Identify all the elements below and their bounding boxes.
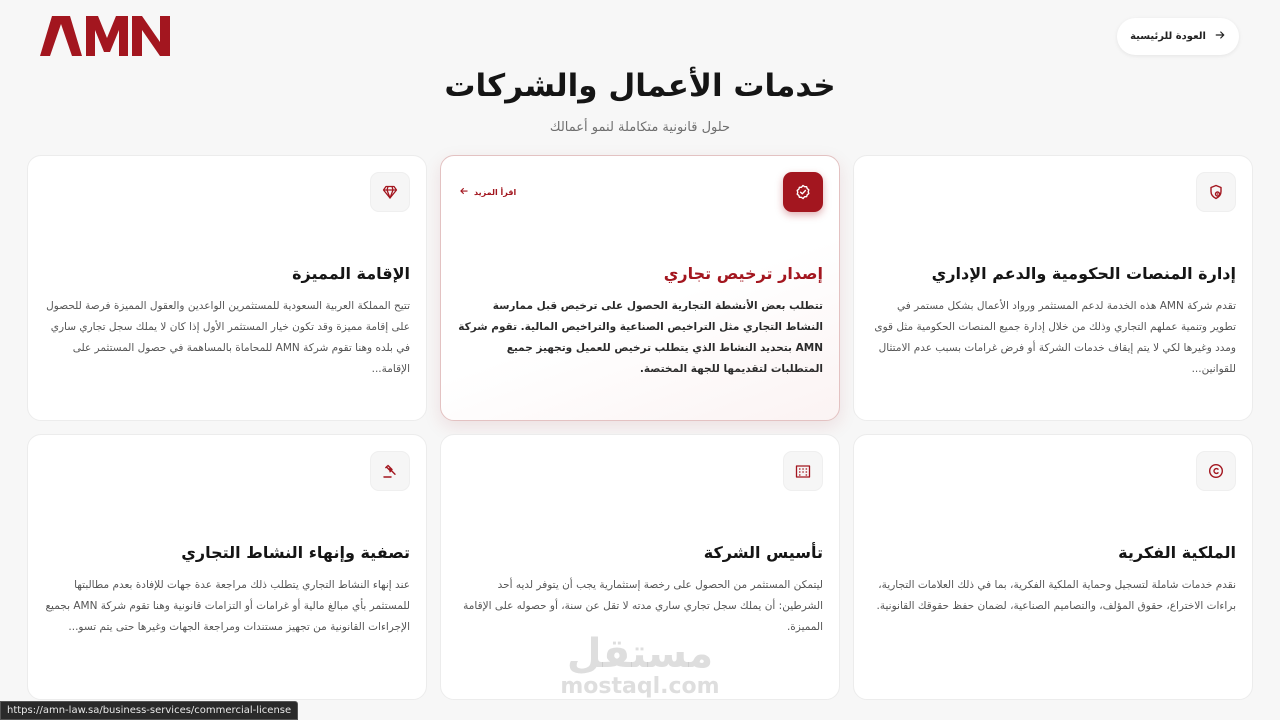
shield-icon	[1196, 172, 1236, 212]
card-title: تصفية وإنهاء النشاط التجاري	[181, 543, 410, 562]
service-card-liquidation[interactable]	[27, 434, 427, 700]
diamond-icon	[370, 172, 410, 212]
watermark-latin: mostaql.com	[560, 674, 720, 699]
arrow-right-icon	[1214, 29, 1226, 44]
read-more-link[interactable]	[459, 186, 516, 198]
logo-mark	[40, 16, 170, 56]
card-description: تتيح المملكة العربية السعودية للمستثمرين الواعدين والعقول المميزة فرصة للحصول على إقامة مميزة وقد تكون خيار المستثمر الأول إذا كان لا يملك سجل تجاري ساري في بلده وهنا تقوم شركة AMN للمحاماة بالمساهمة في حصول المستثمر على الإقامة...	[46, 300, 410, 375]
card-description: ليتمكن المستثمر من الحصول على رخصة إستثمارية يجب أن يتوفر لديه أحد الشرطين: أن يملك سجل تجاري ساري مدته لا تقل عن سنة، أو حصوله على الإقامة المميزة.	[463, 579, 823, 633]
copyright-icon	[1196, 451, 1236, 491]
card-description: تقدم شركة AMN هذه الخدمة لدعم المستثمر ورواد الأعمال بشكل مستمر في تطوير وتنمية عملهم التجاري وذلك من خلال إدارة جميع المنصات الحكومية مثل قوى ومدد وغيرها لكي لا يتم إيقاف خدمات الشركة أو فرض غرامات بسبب عدم الامتثال للقوانين...	[874, 300, 1236, 375]
card-title: إصدار ترخيص تجاري	[663, 264, 823, 283]
mostaql-watermark	[560, 632, 720, 698]
card-title: تأسيس الشركة	[703, 543, 823, 562]
service-card-premium-residency[interactable]	[27, 155, 427, 421]
card-title: الملكية الفكرية	[1118, 543, 1236, 562]
amn-logo[interactable]	[40, 16, 170, 56]
service-card-gov-platforms[interactable]	[853, 155, 1253, 421]
card-title: إدارة المنصات الحكومية والدعم الإداري	[931, 264, 1236, 283]
status-bar-url: https://amn-law.sa/business-services/commercial-license	[0, 701, 298, 720]
watermark-arabic: مستقل	[566, 631, 714, 677]
service-card-intellectual-property[interactable]	[853, 434, 1253, 700]
page-subtitle: حلول قانونية متكاملة لنمو أعمالك	[549, 120, 731, 135]
badge-check-icon	[783, 172, 823, 212]
read-more-label: اقرأ المزيد	[474, 187, 517, 197]
building-icon	[783, 451, 823, 491]
card-description: تتطلب بعض الأنشطة التجارية الحصول على ترخيص قبل ممارسة النشاط التجاري مثل التراخيص الصناعية والتراخيص المالية. تقوم شركة AMN بتحديد النشاط الذي يتطلب ترخيص للعميل وتجهيز جميع المتطلبات لتقديمها للجهة المختصة.	[458, 300, 823, 375]
card-title: الإقامة المميزة	[292, 264, 410, 283]
card-description: عند إنهاء النشاط التجاري يتطلب ذلك مراجعة عدة جهات للإفادة بعدم مطالبتها للمستثمر بأي مبالغ مالية أو غرامات أو التزامات قانونية وهنا تقوم شركة AMN بجميع الإجراءات القانونية من تجهيز مستندات ومراجعة الجهات وغيرها حتى يتم تسو...	[45, 579, 410, 633]
arrow-left-icon	[459, 186, 469, 198]
page-title: خدمات الأعمال والشركات	[444, 68, 836, 104]
service-card-commercial-license[interactable]	[440, 155, 840, 421]
card-description: نقدم خدمات شاملة لتسجيل وحماية الملكية الفكرية، بما في ذلك العلامات التجارية، براءات الاختراع، حقوق المؤلف، والتصاميم الصناعية، لضمان حفظ حقوقك القانونية.	[876, 579, 1236, 612]
back-button-label: العودة للرئيسية	[1130, 31, 1206, 42]
gavel-icon	[370, 451, 410, 491]
back-to-home-button[interactable]	[1117, 18, 1239, 55]
